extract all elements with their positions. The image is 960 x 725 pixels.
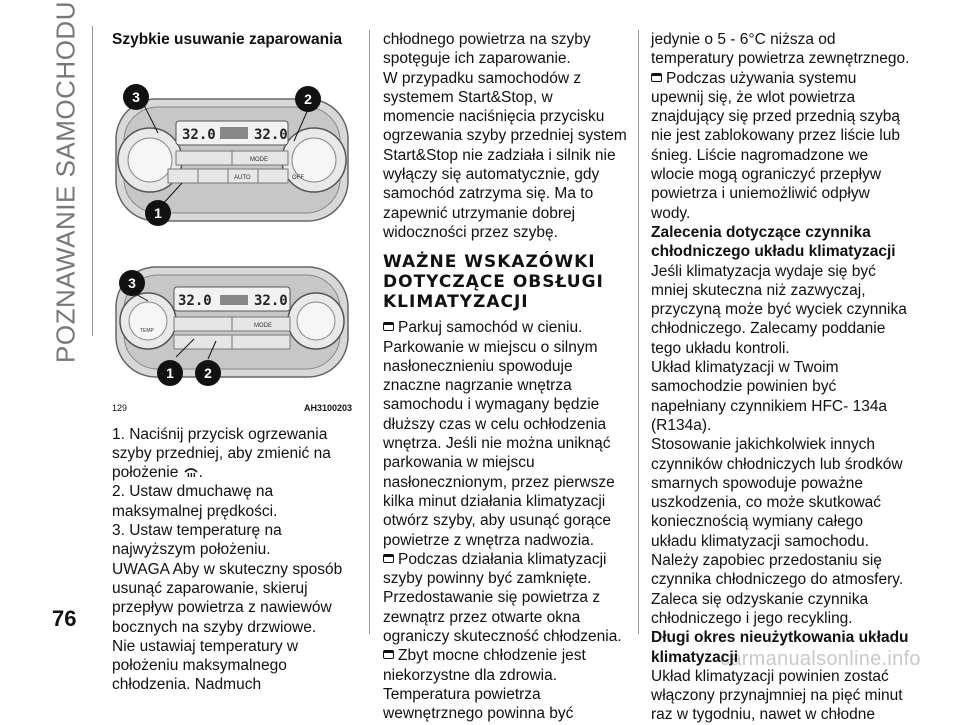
step-1 [112,425,352,483]
top-temp-left: 32.0 [182,127,216,144]
top-off-label: OFF [292,175,304,182]
bullet-item [651,69,911,223]
paragraph: Stosowanie jakichkolwiek innych czynników chłodniczych lub środków smarnych spowoduje poważne uszkodzenia, co może skutkować koniecznością wymiany całego układu klimatyzacji samochodu. Należy zapobiec przedostaniu się czynnika chłodniczego do atmosfery. [651,436,904,589]
page-number: 76 [52,606,77,631]
bottom-climate-panel [116,267,348,386]
column-2 [383,30,627,724]
bullet-item [383,318,627,550]
top-climate-panel [116,84,348,226]
step-1-end: . [198,464,203,482]
bullet-item [383,550,627,646]
column-divider [369,30,370,634]
subheading: Zalecenia dotyczące czynnika chłodniczego układu klimatyzacji [651,223,896,261]
bullet-item [383,646,627,723]
note-paragraph: UWAGA Aby w skuteczny sposób usunąć zaparowanie, skieruj przepływ powietrza z nawiewów bocznych na szyby drzwiowe. [112,560,343,636]
step-1-text: 1. Naciśnij przycisk ogrzewania szyby przedniej, aby zmienić na położenie [112,425,331,482]
subheading: Długi okres nieużytkowania układu klimatyzacji [651,629,909,666]
bullet-text: Podczas używania systemu upewnij się, że wlot powietrza znajdujący się przed przednią szybą nie jest zablokowany przez liście lub śnieg. Liście nagromadzone we wlocie mogą ograniczyć przepływ powietrza i uniemożliwić odpływ wody. [651,69,900,222]
bullet-text: Podczas działania klimatyzacji szyby powinny być zamknięte. Przedostawanie się powietrza z zewnątrz przez otwarte okna ograniczy skuteczność chłodzenia. [383,550,622,646]
column-divider [638,30,639,634]
bottom-mode-label: MODE [254,323,272,330]
callout-bottom-3: 3 [128,275,136,292]
callout-bottom-2: 2 [204,365,212,382]
side-divider [92,26,93,336]
note-bullet-icon [651,73,662,82]
bottom-temp-left: 32.0 [178,293,212,310]
bullet-text: Parkuj samochód w cieniu. Parkowanie w miejscu o silnym nasłonecznieniu spowoduje znaczne nagrzanie wnętrza samochodu i wymagany będzie dłuższy czas w celu ochłodzenia wnętrza. Jeśli nie można uniknąć parkowania w miejscu nasłonecznionym, przez pierwsze kilka minut działania klimatyzacji otwórz szyby, aby usunąć gorące powietrze z wnętrza nadwozia. [383,319,615,549]
bullet-text: Zbyt mocne chłodzenie jest niekorzystne dla zdrowia. Temperatura powietrza wewnętrznego powinna być [383,647,586,723]
section-title: Szybkie usuwanie zaparowania [112,31,342,48]
column-1 [112,30,352,695]
side-section-title [50,1,82,363]
top-auto-label: AUTO [234,175,251,182]
windshield-defrost-icon [183,466,199,480]
watermark: carmanualsonline.info [720,648,921,670]
callout-top-2: 2 [304,91,312,108]
climate-panel-illustration [112,57,352,397]
paragraph: Nie ustawiaj temperatury w położeniu maksymalnego chłodzenia. Nadmuch [112,637,299,694]
step-2: 2. Ustaw dmuchawę na maksymalnej prędkości. [112,483,278,520]
side-section-title-text: POZNAWANIE SAMOCHODU [50,1,81,363]
bottom-temp-knob-label: TEMP [140,328,154,335]
figure-number: 129 [112,403,128,414]
warning-heading: WAŻNE WSKAZÓWKI DOTYCZĄCE OBSŁUGI KLIMATYZACJI [383,252,604,313]
callout-bottom-1: 1 [166,365,174,382]
step-3: 3. Ustaw temperaturę na najwyższym położeniu. [112,522,282,559]
figure-climate-panels [112,57,352,397]
note-bullet-icon [383,650,394,659]
column-3 [651,30,911,725]
note-bullet-icon [383,554,394,563]
bottom-temp-right: 32.0 [254,293,288,310]
note-bullet-icon [383,322,394,331]
callout-top-3: 3 [132,89,140,106]
figure-code: AH3100203 [303,403,352,414]
paragraph: Jeśli klimatyzacja wydaje się być mniej skuteczna niż zazwyczaj, przyczyną może być wyciek czynnika chłodniczego. Zalecamy poddanie tego układu kontroli. [651,262,907,357]
paragraph: jedynie o 5 - 6°C niższa od temperatury powietrza zewnętrznego. [651,31,910,68]
top-mode-label: MODE [250,157,268,164]
paragraph: Układ klimatyzacji w Twoim samochodzie powinien być napełniany czynnikiem HFC- 134a (R134a). [651,359,888,434]
top-temp-right: 32.0 [254,127,288,144]
figure-caption [112,399,352,418]
paragraph: chłodnego powietrza na szyby spotęguje ich zaparowanie. [383,31,591,68]
paragraph: W przypadku samochodów z systemem Start&Stop, w momencie naciśnięcia przycisku ogrzewania szyby przedniej system Start&Stop nie zadziała i silnik nie wyłączy się automatycznie, gdy samochód zatrzyma się. Ma to zapewnić utrzymanie dobrej widoczności przez szybę. [383,69,627,241]
paragraph: Zaleca się odzyskanie czynnika chłodniczego i jego recykling. [651,590,869,627]
callout-top-1: 1 [154,205,162,222]
paragraph: Układ klimatyzacji powinien zostać włączony przynajmniej na pięć minut raz w tygodniu, nawet w chłodne [651,667,903,724]
